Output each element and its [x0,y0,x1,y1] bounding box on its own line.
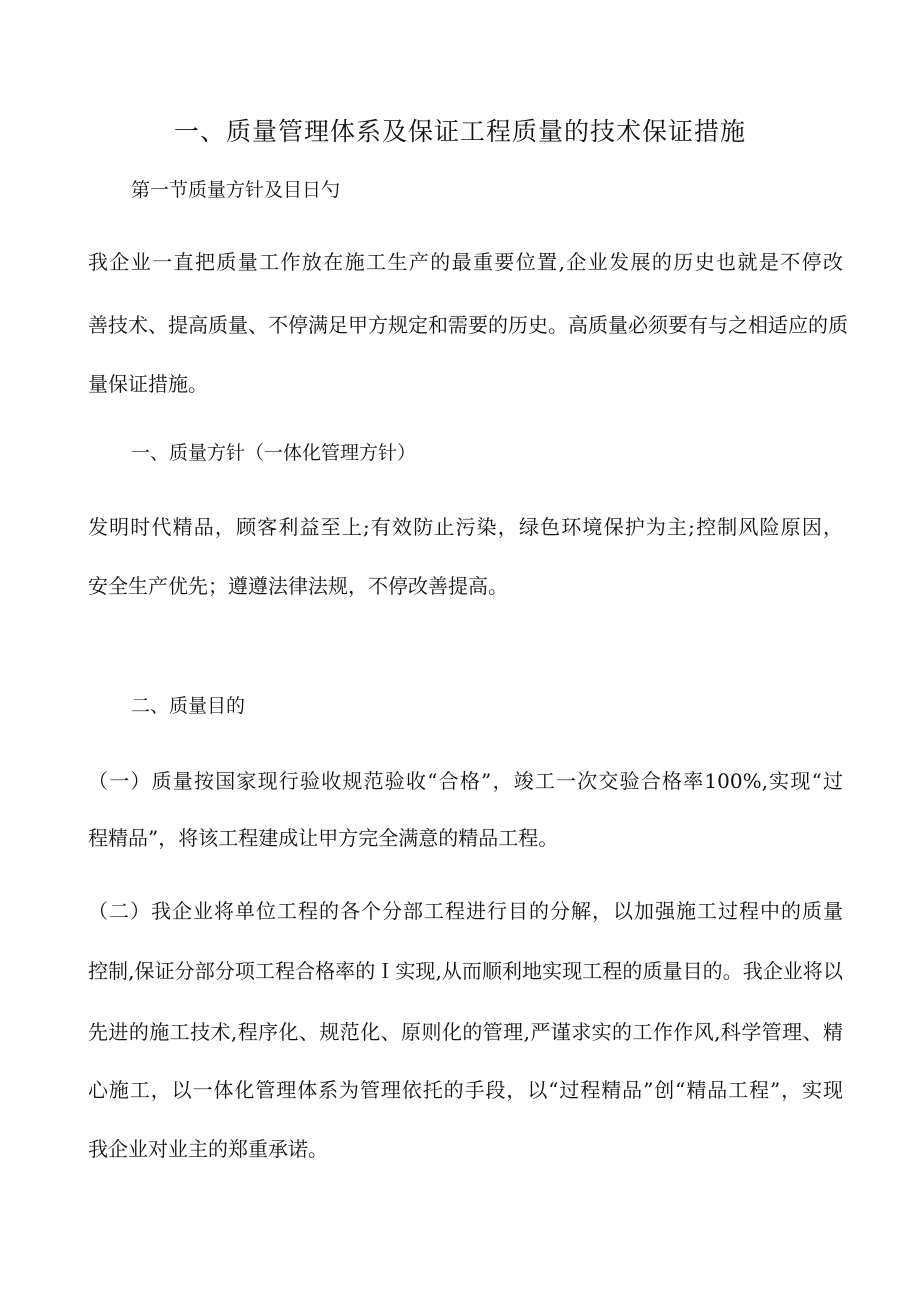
goal-1-line-1: （一）质量按国家现行验收规范验收“合格”，竣工一次交验合格率100%,实现“过 [88,769,843,793]
intro-line-3: 量保证措施。 [88,372,208,396]
policy-line-1: 发明时代精品，顾客利益至上;有效防止污染，绿色环境保护为主;控制风险原因， [88,515,843,539]
document-title: 一、质量管理体系及保证工程质量的技术保证措施 [173,117,746,146]
section-heading: 第一节质量方针及目日勺 [131,179,341,201]
policy-heading: 一、质量方针（一体化管理方针） [131,442,417,464]
goal-2-line-1: （二）我企业将单位工程的各个分部工程进行目的分解，以加强施工过程中的质量 [88,899,843,923]
goal-1-line-2: 程精品”，将该工程建成让甲方完全满意的精品工程。 [88,826,559,850]
goal-2-line-2: 控制,保证分部分项工程合格率的Ｉ实现,从而顺利地实现工程的质量目的。我企业将以 [88,959,843,983]
goal-2-line-4: 心施工，以一体化管理体系为管理依托的手段，以“过程精品”创“精品工程”，实现 [88,1078,843,1102]
goal-2-line-5: 我企业对业主的郑重承诺。 [88,1137,328,1161]
intro-line-2: 善技术、提高质量、不停满足甲方规定和需要的历史。高质量必须要有与之相适应的质 [88,313,848,337]
goal-2-line-3: 先进的施工技术,程序化、规范化、原则化的管理,严谨求实的工作作风,科学管理、精 [88,1020,843,1044]
goal-heading: 二、质量目的 [131,695,246,717]
intro-line-1: 我企业一直把质量工作放在施工生产的最重要位置,企业发展的历史也就是不停改 [88,250,843,274]
policy-line-2: 安全生产优先；遵遵法律法规，不停改善提高。 [88,574,508,598]
